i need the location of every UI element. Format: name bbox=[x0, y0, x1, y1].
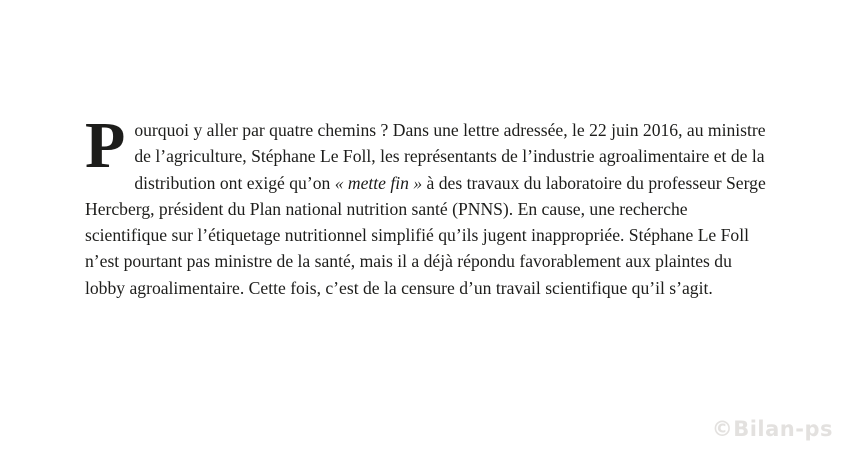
watermark: ©Bilan-ps bbox=[711, 417, 833, 441]
paragraph-text-rest: à des travaux du laboratoire du professeur Serge Hercberg, président du Plan national nutrition santé (PNNS). En cause, une recherche scientifique sur l’étiquetage nutritionnel simplifié qu’ils jugent inappropriée. Stéphane Le Foll n’est pourtant pas ministre de la santé, mais il a déjà répondu favorablement aux plaintes du lobby agroalimentaire. Cette fois, c’est de la censure d’un travail scientifique qu’il s’agit. bbox=[85, 172, 766, 298]
article-body bbox=[85, 109, 766, 301]
article-paragraph bbox=[85, 109, 766, 301]
paragraph-quote-italic: « mette fin » bbox=[334, 172, 423, 193]
paragraph-text-lead: ourquoi y aller par quatre chemins ? Dans une lettre adressée, le 22 juin 2016, au ministre de l’agriculture, Stéphane Le Foll, les représentants de l’industrie agroalimentaire et de la distribution ont exigé qu’on bbox=[134, 120, 766, 193]
dropcap-letter: P bbox=[85, 109, 126, 182]
